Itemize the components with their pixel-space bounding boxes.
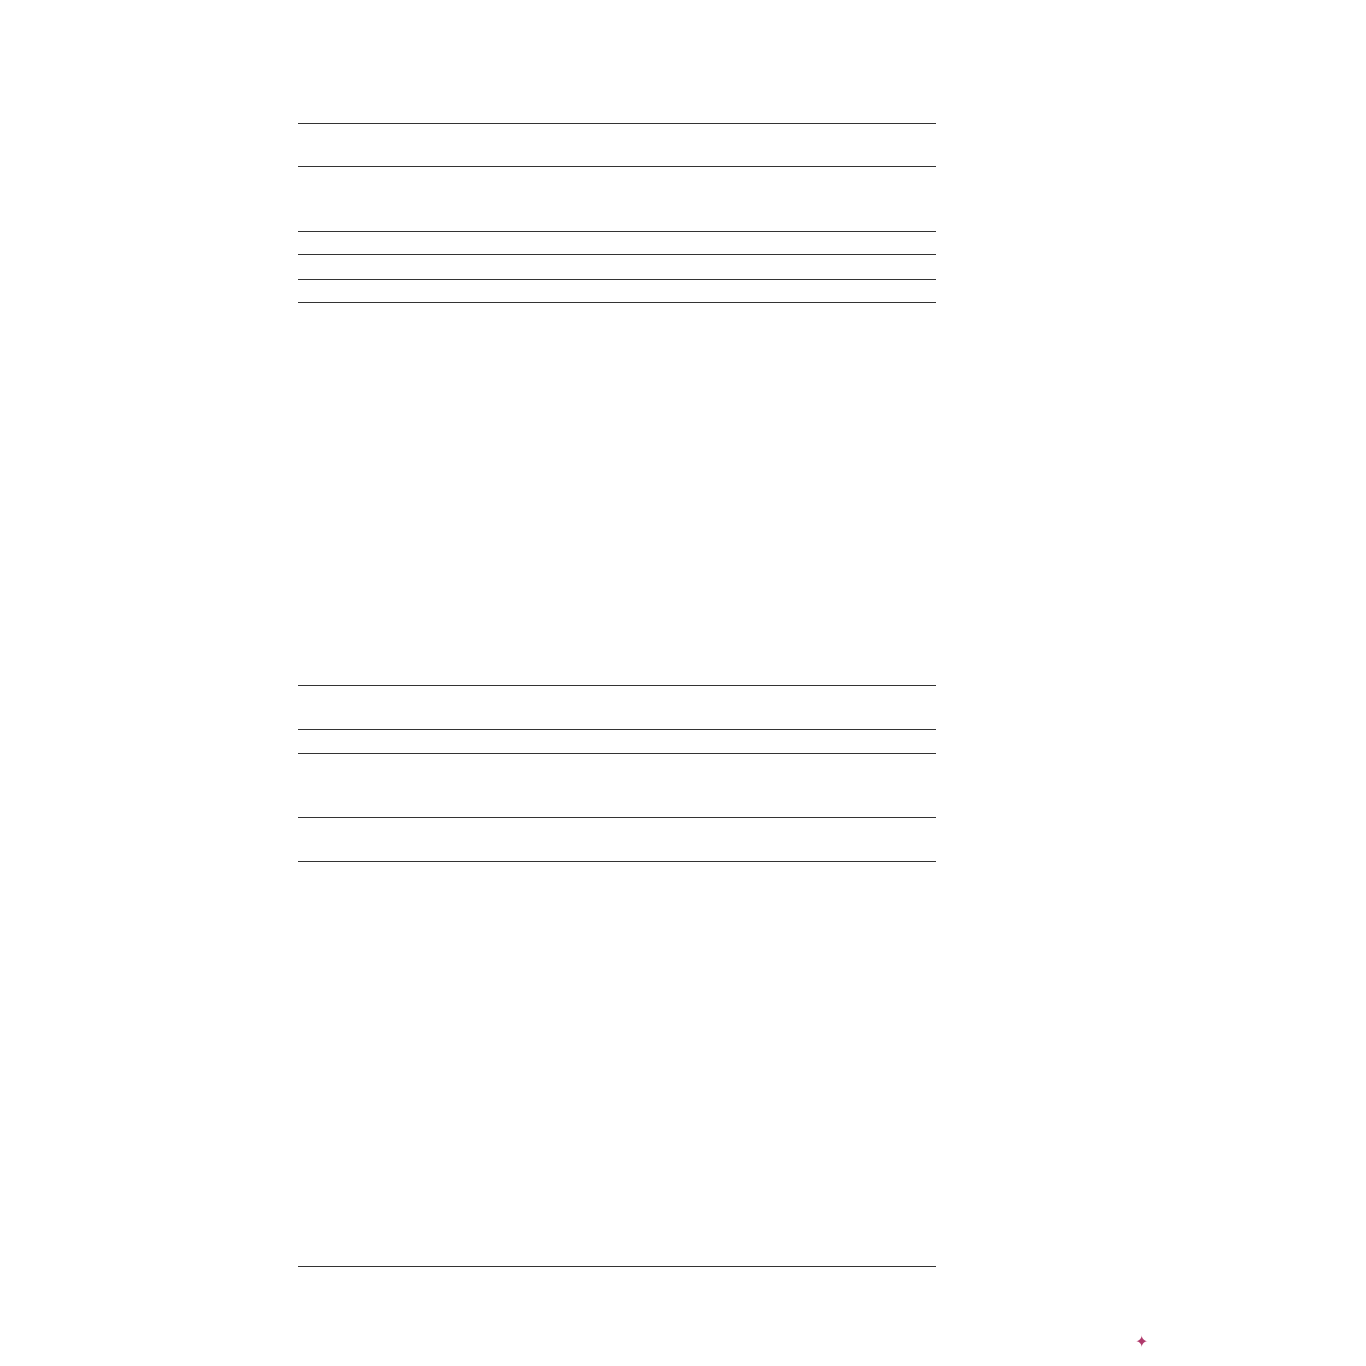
divider bbox=[298, 302, 936, 303]
divider bbox=[298, 123, 936, 124]
tailles-row bbox=[298, 731, 936, 751]
weaverdee-logo bbox=[1135, 1327, 1148, 1353]
divider bbox=[298, 166, 936, 167]
divider bbox=[298, 254, 936, 255]
chest-row bbox=[298, 663, 936, 683]
divider bbox=[298, 279, 936, 280]
sizes-row bbox=[298, 233, 936, 253]
divider bbox=[298, 817, 936, 818]
divider bbox=[298, 729, 936, 730]
divider bbox=[298, 1266, 936, 1267]
divider bbox=[298, 753, 936, 754]
yarn-icon: ✦ bbox=[1135, 1334, 1149, 1351]
divider bbox=[298, 231, 936, 232]
divider bbox=[298, 861, 936, 862]
divider bbox=[298, 685, 936, 686]
